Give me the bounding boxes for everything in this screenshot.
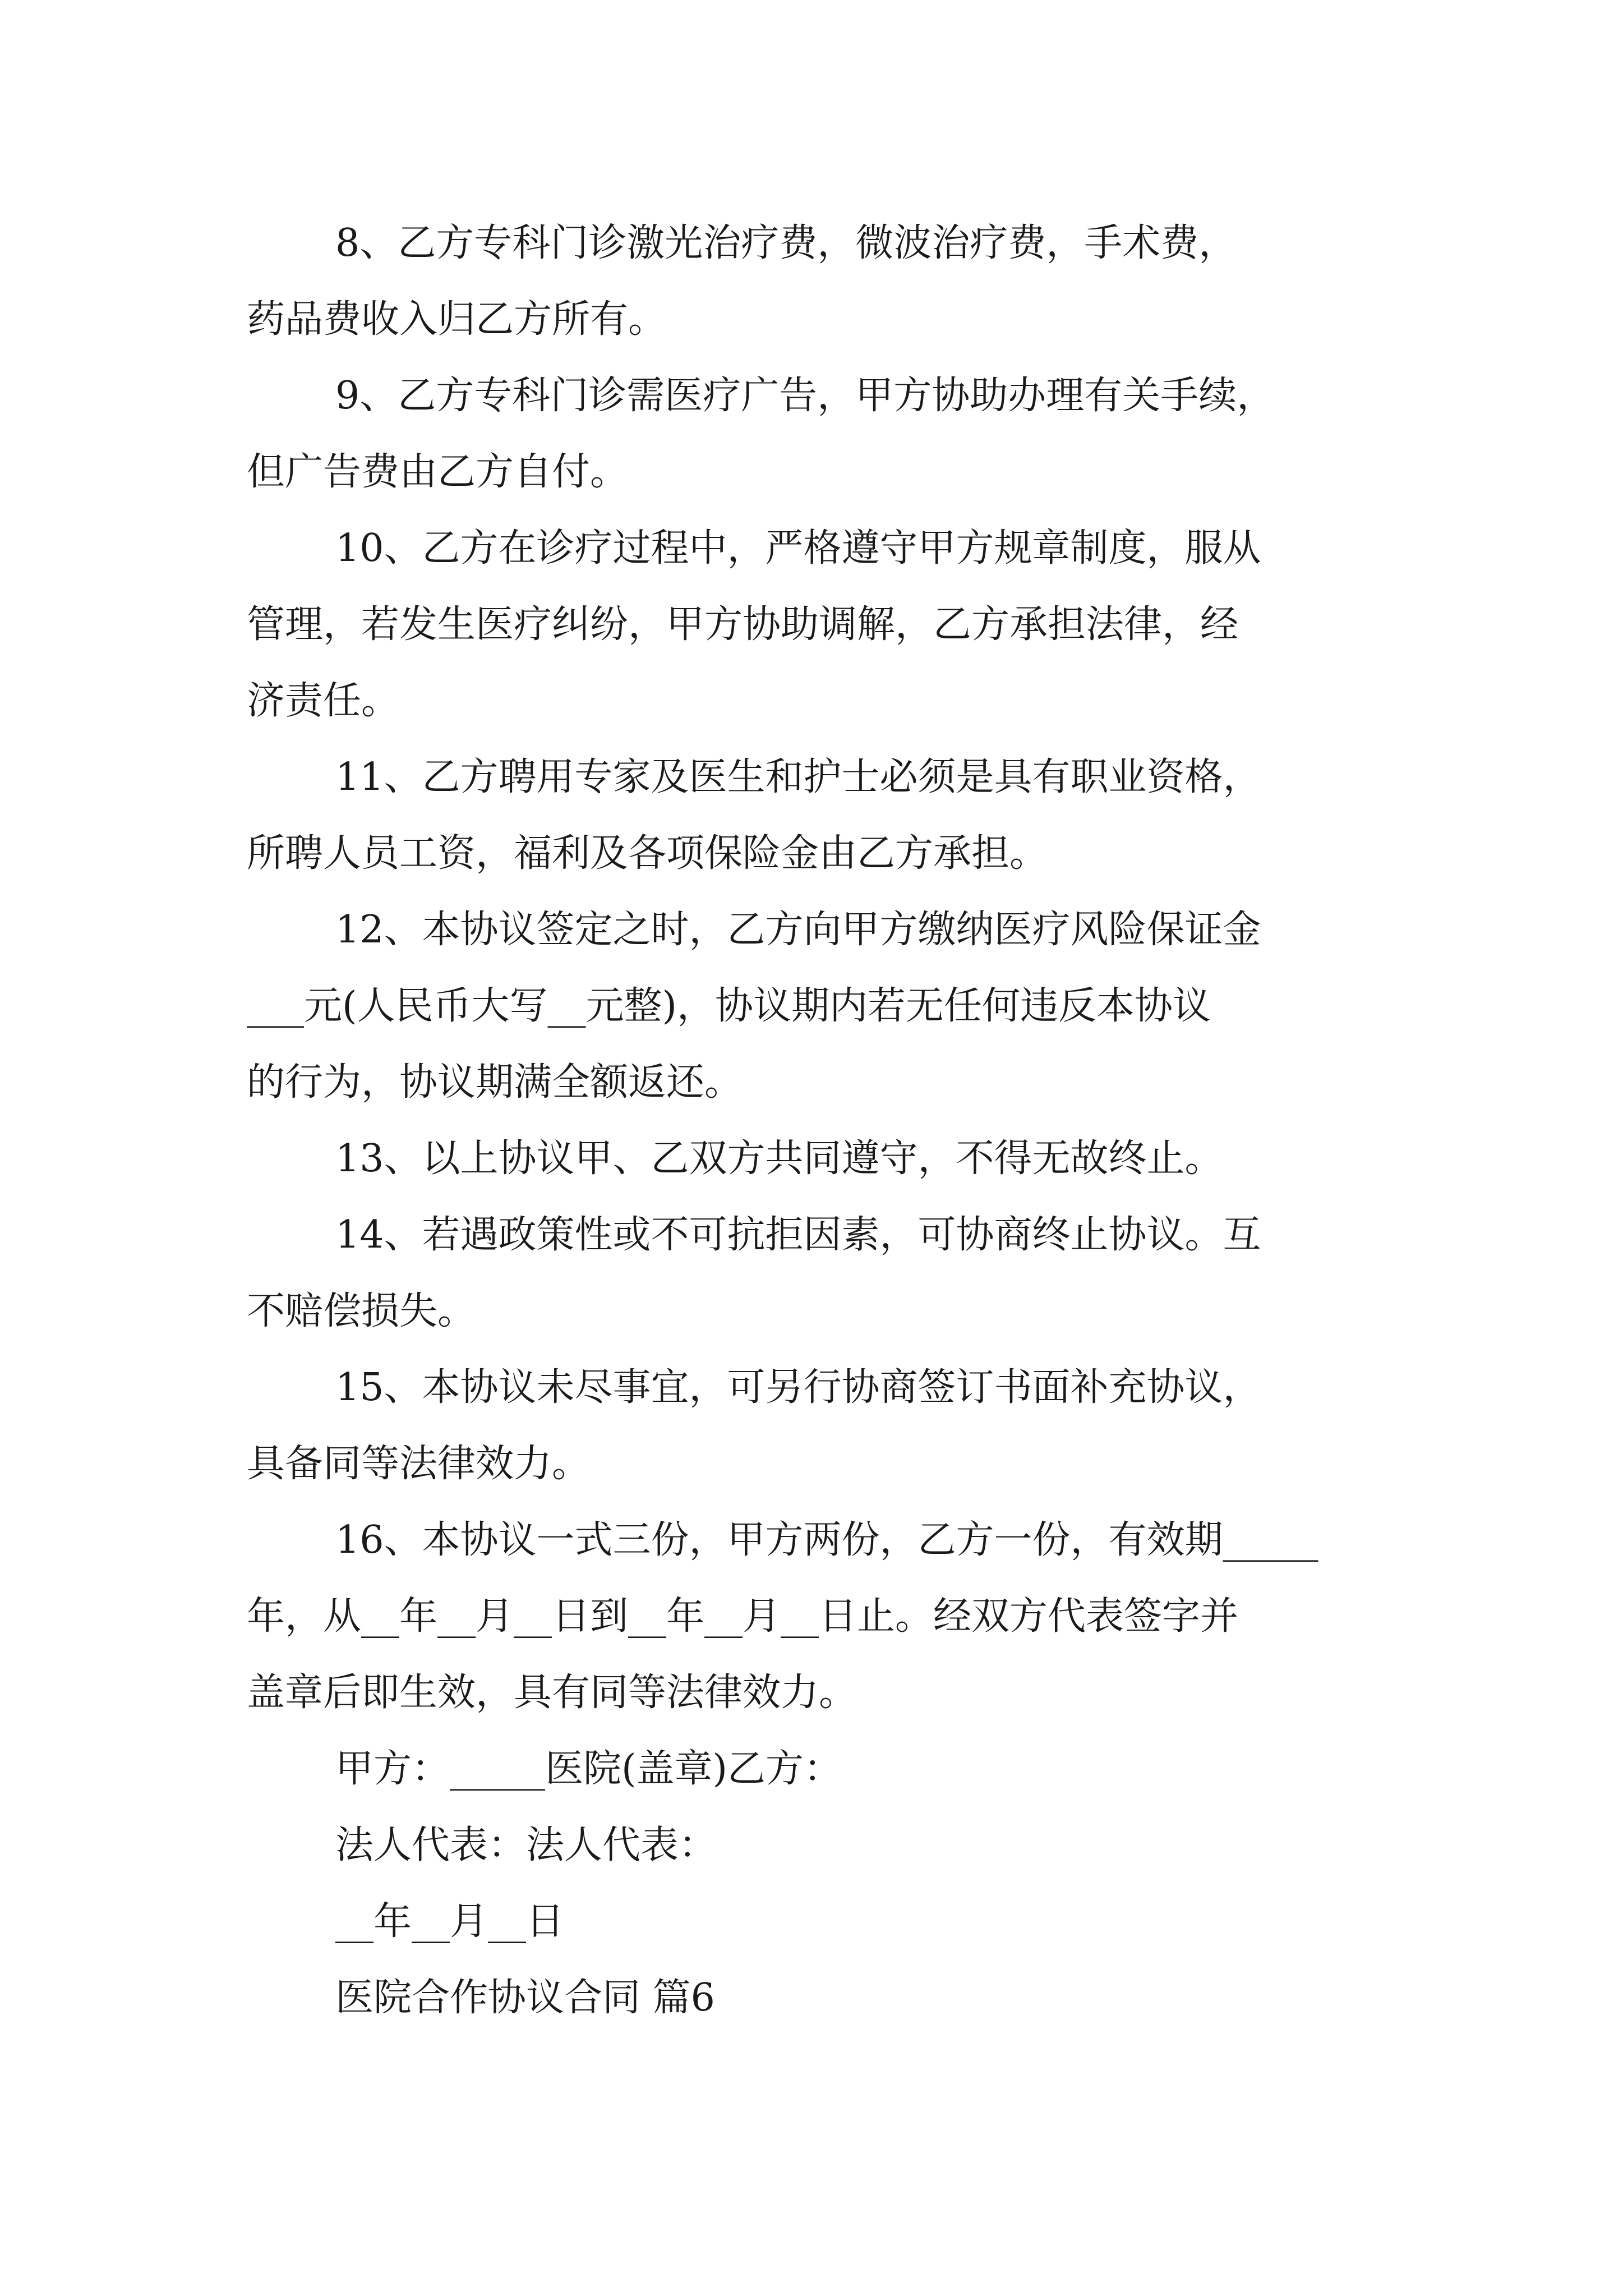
clause-15-line-1: 15、本协议未尽事宜，可另行协商签订书面补充协议， — [335, 1365, 1261, 1410]
clause-15-line-2: 具备同等法律效力。 — [247, 1442, 591, 1486]
clause-16-line-3: 盖章后即生效，具有同等法律效力。 — [247, 1671, 857, 1715]
clause-12-line-1: 12、本协议签定之时，乙方向甲方缴纳医疗风险保证金 — [335, 908, 1261, 952]
section-heading: 医院合作协议合同 篇6 — [335, 1976, 715, 2020]
clause-14-line-2: 不赔偿损失。 — [247, 1289, 476, 1333]
clause-10-line-2: 管理，若发生医疗纠纷，甲方协助调解，乙方承担法律，经 — [247, 602, 1239, 647]
clause-8-line-2: 药品费收入归乙方所有。 — [247, 297, 667, 342]
clause-9-line-2: 但广告费由乙方自付。 — [247, 450, 629, 494]
clause-12-line-2: ___元(人民币大写__元整)，协议期内若无任何违反本协议 — [247, 984, 1211, 1028]
clause-13-line-1: 13、以上协议甲、乙双方共同遵守，不得无故终止。 — [335, 1137, 1223, 1181]
clause-10-line-1: 10、乙方在诊疗过程中，严格遵守甲方规章制度，服从 — [335, 526, 1261, 570]
clause-11-line-2: 所聘人员工资，福利及各项保险金由乙方承担。 — [247, 831, 1048, 876]
clause-11-line-1: 11、乙方聘用专家及医生和护士必须是具有职业资格， — [335, 755, 1261, 799]
clause-9-line-1: 9、乙方专科门诊需医疗广告，甲方协助办理有关手续， — [335, 374, 1275, 418]
clause-8-line-1: 8、乙方专科门诊激光治疗费，微波治疗费，手术费， — [335, 221, 1237, 265]
clause-10-line-3: 济责任。 — [247, 679, 400, 723]
signature-date-line: __年__月__日 — [335, 1899, 565, 1944]
signature-party-line: 甲方：_____医院(盖章)乙方： — [335, 1747, 842, 1791]
clause-16-line-2: 年，从__年__月__日到__年__月__日止。经双方代表签字并 — [247, 1594, 1239, 1639]
signature-legal-rep-line: 法人代表：法人代表： — [335, 1823, 717, 1867]
clause-14-line-1: 14、若遇政策性或不可抗拒因素，可协商终止协议。互 — [335, 1213, 1261, 1257]
clause-12-line-3: 的行为，协议期满全额返还。 — [247, 1060, 743, 1105]
clause-16-line-1: 16、本协议一式三份，甲方两份，乙方一份，有效期_____ — [335, 1518, 1318, 1562]
